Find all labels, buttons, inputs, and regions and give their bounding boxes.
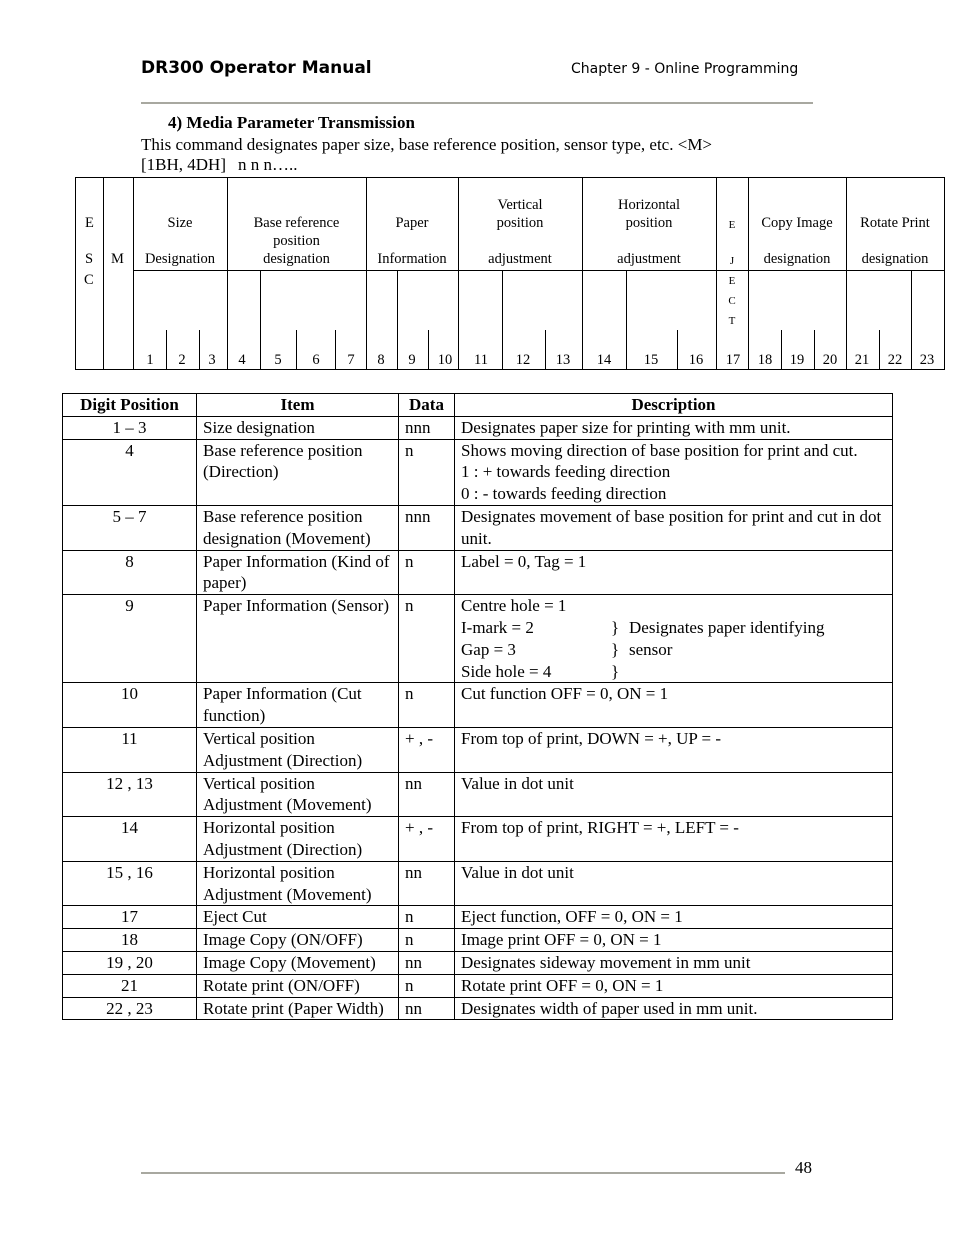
digit-number: 19 xyxy=(789,352,805,368)
esc-label: C xyxy=(84,272,94,288)
item-cell: Horizontal position Adjustment (Direction) xyxy=(197,817,399,862)
base-ref-label: position xyxy=(273,233,320,249)
description-cell xyxy=(455,550,893,595)
digit-number: 20 xyxy=(822,352,838,368)
digit-position-cell: 9 xyxy=(63,595,197,683)
description-cell xyxy=(455,772,893,817)
brace-glyph: } xyxy=(611,639,620,659)
description-line: Designates paper size for printing with mm unit. xyxy=(461,417,791,437)
size-label: Designation xyxy=(144,251,216,267)
description-line: Eject function, OFF = 0, ON = 1 xyxy=(461,907,683,927)
item-cell: Paper Information (Kind of paper) xyxy=(197,550,399,595)
digit-position-cell: 17 xyxy=(63,906,197,929)
digit-number: 6 xyxy=(312,352,320,368)
description-line: Centre hole = 1 xyxy=(461,596,567,616)
digit-number: 10 xyxy=(437,352,453,368)
item-cell: Paper Information (Cut function) xyxy=(197,683,399,728)
command-hex: [1BH, 4DH] xyxy=(141,155,226,174)
description-line: 0 : - towards feeding direction xyxy=(461,484,667,504)
header-divider xyxy=(141,102,813,104)
description-cell xyxy=(455,906,893,929)
description-cell xyxy=(455,929,893,952)
eject-label: E xyxy=(728,219,736,231)
horizontal-label: adjustment xyxy=(617,251,681,267)
item-cell: Image Copy (Movement) xyxy=(197,951,399,974)
digit-number: 2 xyxy=(178,352,186,368)
item-cell: Base reference position designation (Movement) xyxy=(197,505,399,550)
document-title: DR300 Operator Manual xyxy=(141,58,372,78)
description-cell xyxy=(455,505,893,550)
copy-image-label: Copy Image xyxy=(761,215,833,231)
digit-position-cell: 15 , 16 xyxy=(63,861,197,906)
brace-glyph: } xyxy=(611,617,620,637)
rotate-print-label: Rotate Print xyxy=(860,215,930,231)
sensor-line xyxy=(461,639,886,661)
base-ref-label: designation xyxy=(263,251,330,267)
data-cell: n xyxy=(399,595,455,683)
digit-position-cell: 5 – 7 xyxy=(63,505,197,550)
description-line: Shows moving direction of base position for print and cut. xyxy=(461,440,858,460)
digit-position-cell: 14 xyxy=(63,817,197,862)
sensor-label: Side hole = 4 xyxy=(461,661,552,681)
description-cell xyxy=(455,951,893,974)
data-cell: nn xyxy=(399,951,455,974)
digit-number: 14 xyxy=(596,352,612,368)
m-label: M xyxy=(111,251,124,267)
description-line: Value in dot unit xyxy=(461,862,574,882)
base-ref-label: Base reference xyxy=(253,215,340,231)
description-line: Value in dot unit xyxy=(461,773,574,793)
digit-position-cell: 1 – 3 xyxy=(63,416,197,439)
digit-position-cell: 22 , 23 xyxy=(63,997,197,1020)
description-line: From top of print, DOWN = +, UP = - xyxy=(461,728,721,748)
description-line: Label = 0, Tag = 1 xyxy=(461,551,587,571)
table-row xyxy=(63,974,893,997)
description-cell xyxy=(455,416,893,439)
esc-label: E xyxy=(85,215,94,231)
table-header-row xyxy=(63,394,893,417)
digit-number: 11 xyxy=(474,352,488,368)
eject-label: C xyxy=(728,295,736,307)
digit-number: 5 xyxy=(274,352,282,368)
description-cell xyxy=(455,861,893,906)
digit-position-cell: 12 , 13 xyxy=(63,772,197,817)
sensor-note xyxy=(629,661,886,683)
data-cell: nn xyxy=(399,861,455,906)
digit-number: 15 xyxy=(643,352,659,368)
digit-number: 17 xyxy=(725,352,741,368)
digit-number: 13 xyxy=(555,352,571,368)
item-cell: Horizontal position Adjustment (Movement) xyxy=(197,861,399,906)
data-cell: n xyxy=(399,439,455,505)
section-intro: This command designates paper size, base reference position, sensor type, etc. <M> xyxy=(141,135,713,154)
table-row xyxy=(63,772,893,817)
paper-label: Paper xyxy=(395,215,429,231)
digit-number: 21 xyxy=(854,352,870,368)
chapter-title: Chapter 9 - Online Programming xyxy=(571,61,799,77)
table-row xyxy=(63,439,893,505)
data-cell: + , - xyxy=(399,817,455,862)
data-cell: nnn xyxy=(399,505,455,550)
description-cell xyxy=(455,997,893,1020)
digit-number: 22 xyxy=(887,352,903,368)
data-cell: n xyxy=(399,906,455,929)
data-cell: n xyxy=(399,974,455,997)
data-cell: nn xyxy=(399,997,455,1020)
digit-position-cell: 8 xyxy=(63,550,197,595)
rotate-print-label: designation xyxy=(861,251,929,267)
description-cell xyxy=(455,974,893,997)
item-cell: Base reference position (Direction) xyxy=(197,439,399,505)
description-line: Designates sideway movement in mm unit xyxy=(461,952,751,972)
eject-label: J xyxy=(729,255,735,267)
digit-number: 1 xyxy=(146,352,154,368)
item-cell: Rotate print (Paper Width) xyxy=(197,997,399,1020)
description-cell xyxy=(455,817,893,862)
description-line: From top of print, RIGHT = +, LEFT = - xyxy=(461,818,739,838)
description-cell xyxy=(455,727,893,772)
sensor-note: Designates paper identifying xyxy=(629,617,825,637)
table-row xyxy=(63,906,893,929)
footer-divider xyxy=(141,1172,785,1174)
vertical-label: position xyxy=(496,215,544,231)
table-row xyxy=(63,595,893,683)
table-row xyxy=(63,416,893,439)
eject-label: T xyxy=(728,315,736,327)
copy-image-label: designation xyxy=(763,251,831,267)
sensor-label: Gap = 3 xyxy=(461,639,516,659)
description-line: Cut function OFF = 0, ON = 1 xyxy=(461,684,669,704)
item-cell: Size designation xyxy=(197,416,399,439)
digit-position-cell: 18 xyxy=(63,929,197,952)
command-layout-diagram xyxy=(75,177,945,370)
header-digit-position: Digit Position xyxy=(63,394,197,417)
data-cell: + , - xyxy=(399,727,455,772)
data-cell: nnn xyxy=(399,416,455,439)
vertical-label: Vertical xyxy=(497,197,543,213)
table-row xyxy=(63,929,893,952)
digit-position-cell: 10 xyxy=(63,683,197,728)
header-description: Description xyxy=(455,394,893,417)
item-cell: Eject Cut xyxy=(197,906,399,929)
parameter-table xyxy=(62,393,893,1020)
header-item: Item xyxy=(197,394,399,417)
digit-position-cell: 19 , 20 xyxy=(63,951,197,974)
digit-number: 7 xyxy=(347,352,355,368)
description-line: Image print OFF = 0, ON = 1 xyxy=(461,930,662,950)
table-row xyxy=(63,505,893,550)
data-cell: n xyxy=(399,550,455,595)
description-line: Designates width of paper used in mm unit. xyxy=(461,998,758,1018)
table-row xyxy=(63,951,893,974)
section-title: 4) Media Parameter Transmission xyxy=(168,113,415,132)
horizontal-label: position xyxy=(625,215,673,231)
description-cell xyxy=(455,595,893,683)
page-number: 48 xyxy=(795,1158,812,1177)
description-line: Designates movement of base position for print and cut in dot unit. xyxy=(461,506,882,548)
esc-label: S xyxy=(85,251,94,267)
digit-number: 4 xyxy=(238,352,246,368)
data-cell: n xyxy=(399,929,455,952)
item-cell: Vertical position Adjustment (Movement) xyxy=(197,772,399,817)
brace-glyph: } xyxy=(611,661,620,681)
data-cell: n xyxy=(399,683,455,728)
description-line: 1 : + towards feeding direction xyxy=(461,462,671,482)
size-label: Size xyxy=(167,215,193,231)
data-cell: nn xyxy=(399,772,455,817)
eject-label: E xyxy=(728,275,736,287)
sensor-line xyxy=(461,617,886,639)
digit-number: 23 xyxy=(919,352,935,368)
description-cell xyxy=(455,439,893,505)
digit-position-cell: 4 xyxy=(63,439,197,505)
vertical-label: adjustment xyxy=(488,251,552,267)
horizontal-label: Horizontal xyxy=(617,197,680,213)
item-cell: Vertical position Adjustment (Direction) xyxy=(197,727,399,772)
sensor-note: sensor xyxy=(629,639,673,659)
item-cell: Paper Information (Sensor) xyxy=(197,595,399,683)
item-cell: Image Copy (ON/OFF) xyxy=(197,929,399,952)
header-data: Data xyxy=(399,394,455,417)
digit-number: 3 xyxy=(208,352,216,368)
digit-number: 16 xyxy=(688,352,704,368)
table-row xyxy=(63,683,893,728)
description-line: Rotate print OFF = 0, ON = 1 xyxy=(461,975,664,995)
sensor-line xyxy=(461,661,886,683)
digit-number: 18 xyxy=(757,352,773,368)
description-cell xyxy=(455,683,893,728)
table-row xyxy=(63,861,893,906)
item-cell: Rotate print (ON/OFF) xyxy=(197,974,399,997)
table-row xyxy=(63,997,893,1020)
command-params: n n n….. xyxy=(238,155,298,174)
digit-number: 9 xyxy=(408,352,416,368)
paper-label: Information xyxy=(377,251,447,267)
table-row xyxy=(63,550,893,595)
digit-number: 8 xyxy=(377,352,385,368)
digit-number: 12 xyxy=(515,352,531,368)
sensor-label: I-mark = 2 xyxy=(461,617,534,637)
table-row xyxy=(63,727,893,772)
digit-position-cell: 11 xyxy=(63,727,197,772)
digit-position-cell: 21 xyxy=(63,974,197,997)
table-row xyxy=(63,817,893,862)
